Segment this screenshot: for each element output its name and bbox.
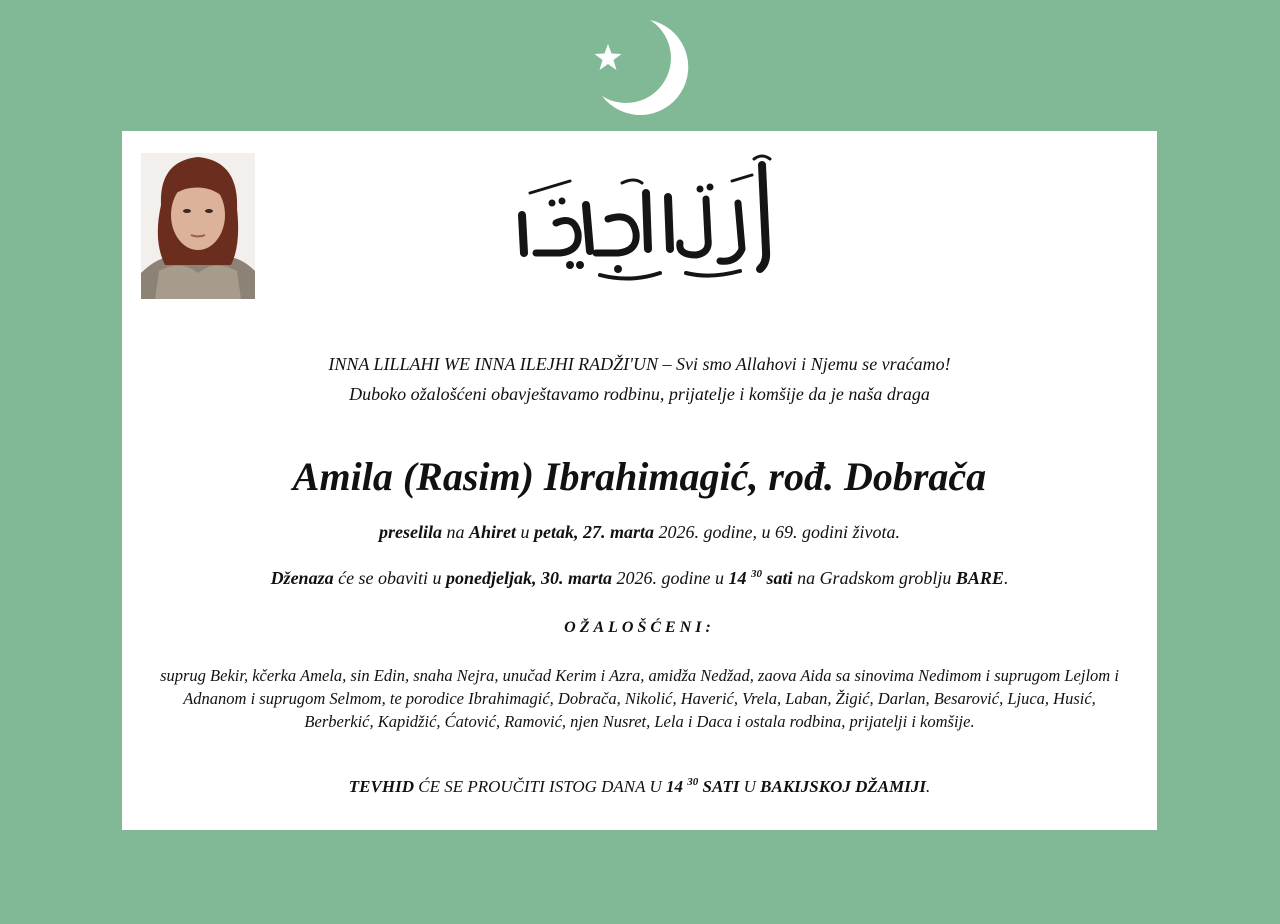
funeral-sati: sati [762,568,793,588]
tevhid-mosque: BAKIJSKOJ DŽAMIJI [760,777,926,796]
tevhid-word: TEVHID [348,777,414,796]
mourners-list: suprug Bekir, kčerka Amela, sin Edin, snaha Nejra, unučad Kerim i Azra, amidža Nedžad, zaova Aida sa sinovima Nedimom i suprugom Lejlom i Adnanom i suprugom Selmom, te porodice Ibrahimagić, Dobrača, Nikolić, Haverić, Vrela, Laban, Žigić, Darlan, Besarović, Ljuca, Husić, Berberkić, Kapidžić, Ćatović, Ramović, njen Nusret, Lela i Daca i ostala rodbina, prijatelji i komšije. [160,666,1119,731]
intro-line-2: Duboko ožalošćeni obavještavamo rodbinu, prijatelje i komšije da je naša draga [349,384,930,404]
death-word-passed: preselila [378,522,442,542]
death-text-1: na [441,522,469,542]
death-date: petak, 27. marta [534,522,654,542]
funeral-date: ponedjeljak, 30. marta [446,568,613,588]
funeral-text-3: na Gradskom groblju [792,568,956,588]
tevhid-end: . [925,777,931,796]
funeral-minutes: 30 [751,568,763,580]
funeral-announcement [122,563,1157,593]
tevhid-text-1: ĆE SE PROUČITI ISTOG DANA U [413,777,666,796]
deceased-name: Amila (Rasim) Ibrahimagić, rođ. Dobrača [292,454,987,499]
death-announcement [122,519,1157,545]
tevhid-announcement [122,772,1157,802]
funeral-word: Dženaza [270,568,334,588]
funeral-text-2: 2026. godine u [612,568,729,588]
intro-line-1: INNA LILLAHI WE INNA ILEJHI RADŽI'UN – Svi smo Allahovi i Njemu se vraćamo! [328,354,951,374]
tevhid-text-2: U [739,777,761,796]
mourners-heading: OŽALOŠĆENI: [564,619,715,636]
funeral-hour: 14 [728,568,747,588]
funeral-cemetery: BARE [955,568,1004,588]
obituary-card [122,131,1157,830]
funeral-text-1: će se obaviti u [333,568,447,588]
tevhid-sati: SATI [698,777,740,796]
death-word-ahiret: Ahiret [468,522,516,542]
crescent-star-icon [588,18,692,118]
intro-text [122,349,1157,409]
funeral-end: . [1003,568,1009,588]
tevhid-hour: 14 [666,777,683,796]
death-text-2: u [516,522,534,542]
death-text-3: 2026. godine, u 69. godini života. [654,522,900,542]
deceased-photo [141,153,255,299]
arabic-calligraphy [510,153,778,293]
tevhid-minutes: 30 [687,776,699,788]
